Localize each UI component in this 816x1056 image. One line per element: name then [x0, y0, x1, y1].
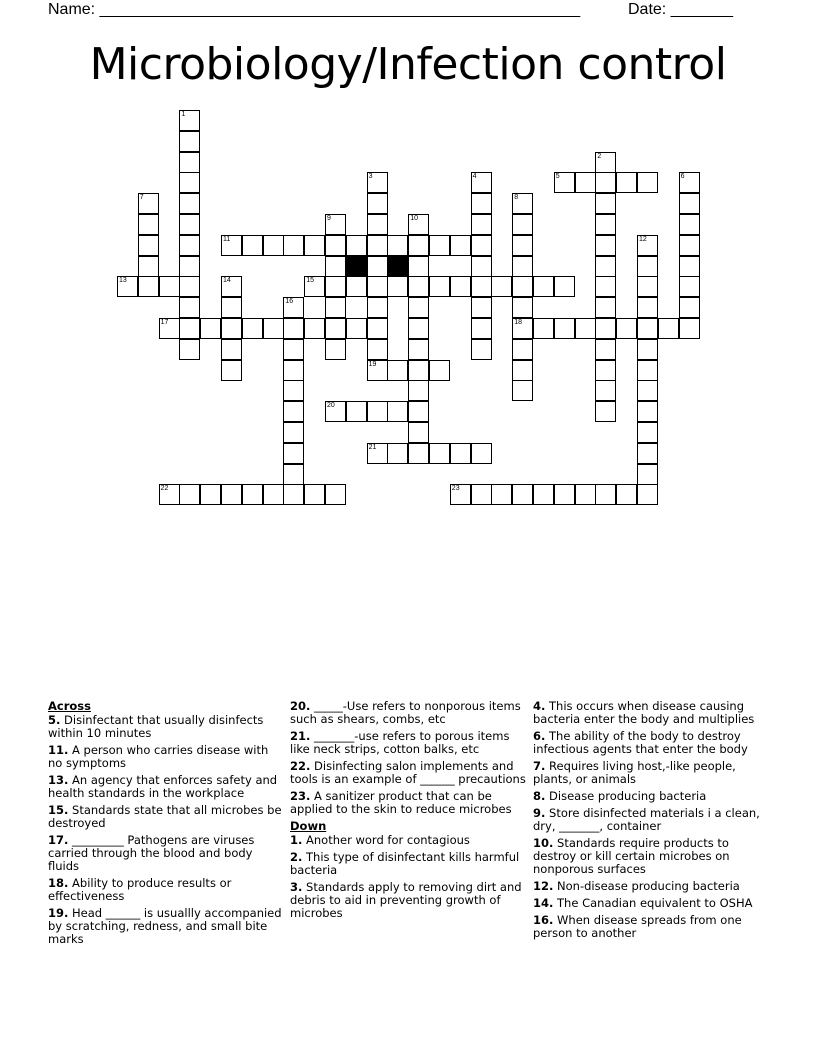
clue-number: 16 — [285, 298, 294, 306]
grid-cell[interactable] — [637, 318, 658, 339]
clue-text: _______-use refers to porous items like neck strips, cotton balks, etc — [290, 729, 510, 756]
grid-cell[interactable] — [429, 235, 450, 256]
grid-cell[interactable] — [367, 318, 388, 339]
across-clue — [48, 744, 284, 770]
grid-cell[interactable] — [450, 443, 471, 464]
grid-cell[interactable] — [408, 360, 429, 381]
grid-cell[interactable] — [471, 256, 492, 277]
grid-cell[interactable] — [616, 172, 637, 193]
down-clue — [533, 914, 769, 940]
grid-cell[interactable] — [512, 339, 533, 360]
grid-cell[interactable] — [221, 235, 242, 256]
clue-text: Another word for contagious — [306, 833, 470, 847]
grid-cell[interactable] — [637, 401, 658, 422]
grid-cell[interactable] — [325, 214, 346, 235]
grid-cell[interactable] — [429, 443, 450, 464]
grid-cell[interactable] — [575, 172, 596, 193]
grid-cell[interactable] — [408, 443, 429, 464]
grid-cell[interactable] — [450, 235, 471, 256]
clue-column-2 — [290, 700, 526, 924]
grid-cell[interactable] — [554, 318, 575, 339]
grid-cell[interactable] — [512, 193, 533, 214]
grid-cell[interactable] — [679, 214, 700, 235]
grid-cell[interactable] — [679, 172, 700, 193]
clue-number-label: 7. — [533, 759, 546, 773]
grid-cell[interactable] — [471, 235, 492, 256]
black-square — [387, 256, 408, 277]
grid-cell[interactable] — [179, 235, 200, 256]
grid-cell[interactable] — [367, 235, 388, 256]
grid-cell[interactable] — [679, 256, 700, 277]
clue-number-label: 10. — [533, 836, 554, 850]
grid-cell[interactable] — [575, 484, 596, 505]
down-clue — [533, 730, 769, 756]
grid-cell[interactable] — [325, 256, 346, 277]
clue-number: 14 — [223, 277, 231, 285]
grid-cell[interactable] — [179, 193, 200, 214]
grid-cell[interactable] — [283, 235, 304, 256]
grid-cell[interactable] — [367, 339, 388, 360]
clue-text: _____-Use refers to nonporous items such as shears, combs, etc — [290, 699, 521, 726]
grid-cell[interactable] — [387, 401, 408, 422]
grid-cell[interactable] — [595, 339, 616, 360]
clue-text: Standards require products to destroy or kill certain microbes on nonporous surfaces — [533, 836, 730, 876]
grid-cell[interactable] — [679, 297, 700, 318]
grid-cell[interactable] — [408, 297, 429, 318]
grid-cell[interactable] — [595, 297, 616, 318]
grid-cell[interactable] — [679, 235, 700, 256]
grid-cell[interactable] — [595, 256, 616, 277]
grid-cell[interactable] — [408, 318, 429, 339]
clue-text: Disinfecting salon implements and tools is an example of ______ precautions — [290, 759, 526, 786]
clue-text: Requires living host,-like people, plants, or animals — [533, 759, 736, 786]
down-clue — [290, 881, 526, 920]
grid-cell[interactable] — [471, 443, 492, 464]
clue-text: Head ______ is usuallly accompanied by scratching, redness, and small bite marks — [48, 906, 282, 946]
grid-cell[interactable] — [491, 276, 512, 297]
grid-cell[interactable] — [471, 339, 492, 360]
grid-cell[interactable] — [595, 235, 616, 256]
grid-cell[interactable] — [408, 235, 429, 256]
clue-column-1 — [48, 700, 284, 950]
clue-number-label: 16. — [533, 913, 554, 927]
clue-number-label: 11. — [48, 743, 69, 757]
grid-cell[interactable] — [637, 443, 658, 464]
clue-number: 19 — [368, 360, 377, 368]
grid-cell[interactable] — [554, 172, 575, 193]
grid-cell[interactable] — [283, 297, 304, 318]
clue-text: Store disinfected materials i a clean, dry, _______, container — [533, 806, 760, 833]
clue-column-3 — [533, 700, 769, 944]
grid-cell[interactable] — [387, 443, 408, 464]
grid-cell[interactable] — [616, 484, 637, 505]
grid-cell[interactable] — [263, 484, 284, 505]
grid-cell[interactable] — [595, 152, 616, 173]
grid-cell[interactable] — [325, 484, 346, 505]
grid-cell[interactable] — [283, 443, 304, 464]
clue-number-label: 17. — [48, 833, 69, 847]
grid-cell[interactable] — [346, 276, 367, 297]
down-clue — [533, 897, 769, 910]
grid-cell[interactable] — [512, 484, 533, 505]
grid-cell[interactable] — [450, 484, 471, 505]
clue-text: The ability of the body to destroy infectious agents that enter the body — [533, 729, 748, 756]
grid-cell[interactable] — [367, 360, 388, 381]
grid-cell[interactable] — [637, 172, 658, 193]
grid-cell[interactable] — [367, 172, 388, 193]
grid-cell[interactable] — [200, 484, 221, 505]
grid-cell[interactable] — [595, 214, 616, 235]
grid-cell[interactable] — [346, 235, 367, 256]
down-clue — [533, 700, 769, 726]
grid-cell[interactable] — [595, 360, 616, 381]
clue-number: 10 — [410, 215, 418, 222]
grid-cell[interactable] — [512, 276, 533, 297]
grid-cell[interactable] — [304, 276, 325, 297]
clue-text: A sanitizer product that can be applied to the skin to reduce microbes — [290, 789, 512, 816]
grid-cell[interactable] — [325, 318, 346, 339]
across-heading: Across — [48, 699, 91, 713]
clue-number: 9 — [327, 215, 331, 222]
down-clue — [533, 790, 769, 803]
date-field-label: Date: _______ — [628, 1, 733, 18]
grid-cell[interactable] — [263, 318, 284, 339]
clue-number-label: 1. — [290, 833, 303, 847]
grid-cell[interactable] — [159, 318, 180, 339]
grid-cell[interactable] — [679, 276, 700, 297]
grid-cell[interactable] — [325, 401, 346, 422]
grid-cell[interactable] — [471, 214, 492, 235]
grid-cell[interactable] — [283, 401, 304, 422]
clue-number: 18 — [514, 319, 522, 326]
grid-cell[interactable] — [325, 276, 346, 297]
clue-number: 23 — [451, 485, 460, 493]
grid-cell[interactable] — [408, 256, 429, 277]
grid-cell[interactable] — [221, 339, 242, 360]
grid-cell[interactable] — [179, 339, 200, 360]
grid-cell[interactable] — [367, 276, 388, 297]
grid-cell[interactable] — [304, 318, 325, 339]
grid-cell[interactable] — [637, 276, 658, 297]
grid-cell[interactable] — [138, 214, 159, 235]
clue-number-label: 21. — [290, 729, 311, 743]
clue-number: 1 — [181, 111, 186, 118]
grid-cell[interactable] — [304, 484, 325, 505]
clue-text: Standards apply to removing dirt and debris to aid in preventing growth of microbes — [290, 880, 522, 920]
grid-cell[interactable] — [533, 484, 554, 505]
clue-number: 5 — [555, 173, 560, 181]
grid-cell[interactable] — [221, 484, 242, 505]
across-clue — [48, 714, 284, 740]
clue-number: 21 — [368, 443, 377, 451]
grid-cell[interactable] — [679, 193, 700, 214]
grid-cell[interactable] — [595, 484, 616, 505]
grid-cell[interactable] — [595, 380, 616, 401]
clue-number-label: 18. — [48, 876, 69, 890]
clue-text: An agency that enforces safety and health standards in the workplace — [48, 773, 278, 800]
clue-number: 11 — [223, 235, 231, 243]
across-clue — [290, 700, 526, 726]
grid-cell[interactable] — [450, 276, 471, 297]
clue-number: 12 — [639, 235, 647, 243]
grid-cell[interactable] — [471, 318, 492, 339]
grid-cell[interactable] — [387, 360, 408, 381]
clue-number: 6 — [680, 173, 685, 181]
grid-cell[interactable] — [179, 276, 200, 297]
grid-cell[interactable] — [138, 256, 159, 277]
clue-text: The Canadian equivalent to OSHA — [557, 896, 753, 910]
across-clue — [48, 877, 284, 903]
clue-number-label: 6. — [533, 729, 546, 743]
grid-cell[interactable] — [387, 276, 408, 297]
across-clue — [48, 774, 284, 800]
grid-cell[interactable] — [512, 235, 533, 256]
across-clue — [290, 790, 526, 816]
grid-cell[interactable] — [179, 484, 200, 505]
grid-cell[interactable] — [595, 401, 616, 422]
grid-cell[interactable] — [283, 318, 304, 339]
grid-cell[interactable] — [179, 256, 200, 277]
grid-cell[interactable] — [200, 318, 221, 339]
grid-cell[interactable] — [283, 484, 304, 505]
clue-number-label: 8. — [533, 789, 546, 803]
grid-cell[interactable] — [575, 318, 596, 339]
grid-cell[interactable] — [221, 318, 242, 339]
clue-number: 17 — [160, 319, 169, 326]
clue-number: 3 — [368, 173, 373, 181]
clue-number-label: 22. — [290, 759, 311, 773]
grid-cell[interactable] — [325, 235, 346, 256]
clue-number: 22 — [160, 485, 169, 493]
grid-cell[interactable] — [512, 256, 533, 277]
clue-text: Standards state that all microbes be destroyed — [48, 803, 282, 830]
black-square — [346, 256, 367, 277]
grid-cell[interactable] — [283, 422, 304, 443]
grid-cell[interactable] — [533, 276, 554, 297]
clue-number: 7 — [139, 194, 144, 202]
clue-number: 15 — [306, 277, 314, 285]
clue-number-label: 12. — [533, 879, 554, 893]
grid-cell[interactable] — [179, 110, 200, 131]
grid-cell[interactable] — [554, 484, 575, 505]
grid-cell[interactable] — [595, 318, 616, 339]
grid-cell[interactable] — [138, 276, 159, 297]
grid-cell[interactable] — [387, 235, 408, 256]
clue-text: Ability to produce results or effectiveness — [48, 876, 232, 903]
grid-cell[interactable] — [595, 172, 616, 193]
down-clue — [533, 837, 769, 876]
grid-cell[interactable] — [554, 276, 575, 297]
grid-cell[interactable] — [512, 380, 533, 401]
name-field-label: Name: ______________________________________________________ — [48, 1, 581, 18]
clue-number: 4 — [472, 173, 477, 181]
clue-text: Disease producing bacteria — [549, 789, 707, 803]
grid-cell[interactable] — [408, 276, 429, 297]
grid-cell[interactable] — [179, 131, 200, 152]
grid-cell[interactable] — [283, 360, 304, 381]
clue-number-label: 20. — [290, 699, 311, 713]
clue-number-label: 13. — [48, 773, 69, 787]
grid-cell[interactable] — [367, 193, 388, 214]
grid-cell[interactable] — [512, 214, 533, 235]
clue-number-label: 15. — [48, 803, 69, 817]
grid-cell[interactable] — [367, 297, 388, 318]
clue-number-label: 5. — [48, 713, 61, 727]
clue-number: 20 — [327, 402, 335, 410]
clue-text: Disinfectant that usually disinfects within 10 minutes — [48, 713, 264, 740]
grid-cell[interactable] — [471, 276, 492, 297]
grid-cell[interactable] — [408, 339, 429, 360]
grid-cell[interactable] — [117, 276, 138, 297]
grid-cell[interactable] — [325, 297, 346, 318]
grid-cell[interactable] — [471, 193, 492, 214]
grid-cell[interactable] — [283, 464, 304, 485]
grid-cell[interactable] — [491, 484, 512, 505]
grid-cell[interactable] — [283, 380, 304, 401]
grid-cell[interactable] — [408, 380, 429, 401]
grid-cell[interactable] — [159, 484, 180, 505]
grid-cell[interactable] — [637, 256, 658, 277]
grid-cell[interactable] — [679, 318, 700, 339]
grid-cell[interactable] — [325, 339, 346, 360]
grid-cell[interactable] — [179, 297, 200, 318]
grid-cell[interactable] — [283, 339, 304, 360]
clue-text: This occurs when disease causing bacteria enter the body and multiplies — [533, 699, 755, 726]
grid-cell[interactable] — [595, 193, 616, 214]
across-clue — [48, 804, 284, 830]
grid-cell[interactable] — [658, 318, 679, 339]
grid-cell[interactable] — [408, 401, 429, 422]
grid-cell[interactable] — [159, 276, 180, 297]
clue-text: A person who carries disease with no symptoms — [48, 743, 269, 770]
clue-number-label: 9. — [533, 806, 546, 820]
across-clue — [290, 760, 526, 786]
grid-cell[interactable] — [512, 360, 533, 381]
grid-cell[interactable] — [367, 443, 388, 464]
grid-cell[interactable] — [471, 484, 492, 505]
clue-number-label: 2. — [290, 850, 303, 864]
grid-cell[interactable] — [637, 422, 658, 443]
grid-cell[interactable] — [179, 318, 200, 339]
grid-cell[interactable] — [408, 422, 429, 443]
grid-cell[interactable] — [346, 318, 367, 339]
grid-cell[interactable] — [221, 297, 242, 318]
grid-cell[interactable] — [637, 464, 658, 485]
clue-text: _________ Pathogens are viruses carried through the blood and body fluids — [48, 833, 255, 873]
grid-cell[interactable] — [179, 152, 200, 173]
clue-number-label: 14. — [533, 896, 554, 910]
across-clue — [290, 730, 526, 756]
grid-cell[interactable] — [367, 256, 388, 277]
down-clue — [290, 851, 526, 877]
grid-cell[interactable] — [263, 235, 284, 256]
grid-cell[interactable] — [471, 172, 492, 193]
clue-number: 13 — [119, 277, 127, 285]
grid-cell[interactable] — [408, 214, 429, 235]
grid-cell[interactable] — [346, 401, 367, 422]
clue-number-label: 23. — [290, 789, 311, 803]
grid-cell[interactable] — [367, 401, 388, 422]
grid-cell[interactable] — [637, 484, 658, 505]
grid-cell[interactable] — [367, 214, 388, 235]
grid-cell[interactable] — [179, 172, 200, 193]
grid-cell[interactable] — [512, 318, 533, 339]
grid-cell[interactable] — [242, 318, 263, 339]
crossword-grid — [0, 0, 816, 520]
clue-text: Non-disease producing bacteria — [557, 879, 740, 893]
clue-text: When disease spreads from one person to another — [533, 913, 742, 940]
grid-cell[interactable] — [637, 360, 658, 381]
grid-cell[interactable] — [533, 318, 554, 339]
grid-cell[interactable] — [221, 360, 242, 381]
across-clue — [48, 907, 284, 946]
clue-text: This type of disinfectant kills harmful bacteria — [290, 850, 520, 877]
down-clue — [533, 880, 769, 893]
puzzle-title: Microbiology/Infection control — [89, 39, 727, 90]
grid-cell[interactable] — [471, 297, 492, 318]
grid-cell[interactable] — [304, 235, 325, 256]
clue-number-label: 4. — [533, 699, 546, 713]
grid-cell[interactable] — [179, 214, 200, 235]
down-clue — [533, 807, 769, 833]
grid-cell[interactable] — [595, 276, 616, 297]
grid-cell[interactable] — [512, 297, 533, 318]
grid-cell[interactable] — [242, 235, 263, 256]
clue-number: 2 — [597, 152, 602, 160]
across-clue — [48, 834, 284, 873]
clue-number: 8 — [514, 194, 519, 202]
grid-cell[interactable] — [616, 318, 637, 339]
down-heading: Down — [290, 819, 327, 833]
grid-cell[interactable] — [637, 380, 658, 401]
grid-cell[interactable] — [637, 339, 658, 360]
grid-cell[interactable] — [138, 235, 159, 256]
clue-number-label: 19. — [48, 906, 69, 920]
grid-cell[interactable] — [637, 297, 658, 318]
down-clue — [290, 834, 526, 847]
clue-number-label: 3. — [290, 880, 303, 894]
grid-cell[interactable] — [429, 276, 450, 297]
down-clue — [533, 760, 769, 786]
grid-cell[interactable] — [637, 235, 658, 256]
grid-cell[interactable] — [242, 484, 263, 505]
grid-cell[interactable] — [138, 193, 159, 214]
grid-cell[interactable] — [221, 276, 242, 297]
grid-cell[interactable] — [429, 360, 450, 381]
